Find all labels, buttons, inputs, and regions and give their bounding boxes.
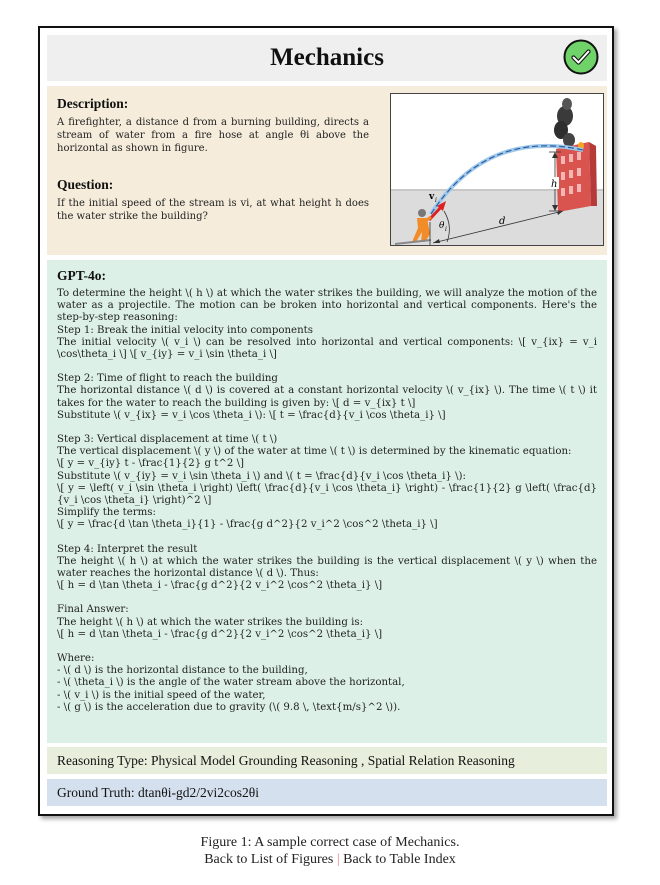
response-line: The horizontal distance \( d \) is covered at a constant horizontal velocity \( v_{ix} \). The time \( t \) it takes for the water to reach the building is given by: \[ d = v_{ix} t \] [57,385,597,409]
model-response-panel [47,260,607,743]
check-circle-icon [563,39,599,75]
response-line: To determine the height \( h \) at which the water strikes the building, we will analyze the motion of the water as a projectile. The motion can be broken into horizontal and vertical components. Here's the step-by-step reasoning: [57,288,597,324]
problem-figure [390,93,604,246]
question-heading: Question: [57,177,114,192]
link-separator: | [336,852,340,867]
response-line: Substitute \( v_{iy} = v_i \sin \theta_i \) and \( t = \frac{d}{v_i \cos \theta_i} \): [57,470,466,482]
caption-text: Figure 1: A sample correct case of Mechanics. [200,835,460,850]
response-line: \[ y = v_{iy} t - \frac{1}{2} g t^2 \] [57,458,244,470]
problem-panel [47,86,607,255]
case-card [38,26,614,816]
response-line: - \( g \) is the acceleration due to gravity (\( 9.8 \, \text{m/s}^2 \)). [57,701,401,713]
response-line: The initial velocity \( v_i \) can be resolved into horizontal and vertical components: \[ v_{ix} = v_i \cos\theta_i \] \[ v_{iy} = v_i \sin \theta_i \] [57,336,597,361]
ground-truth-text: Ground Truth: dtanθi-gd2/2vi2cos2θi [57,785,259,800]
description-heading: Description: [57,96,129,111]
response-line: Simplify the terms: [57,507,156,519]
back-to-tables-link[interactable]: Back to Table Index [343,852,456,867]
header-bar [47,35,607,81]
building-icon [556,142,597,212]
angle-label: θ [439,221,445,231]
figure-caption [0,834,660,868]
response-line: Step 4: Interpret the result [57,543,198,555]
ground-truth-bar [47,779,607,806]
svg-text:i: i [435,197,437,204]
response-line: Step 1: Break the initial velocity into components [57,324,313,336]
height-label: h [551,179,558,190]
response-line: Step 2: Time of flight to reach the building [57,373,278,385]
response-line: \[ y = \frac{d \tan \theta_i}{1} - \frac{g d^2}{2 v_i^2 \cos^2 \theta_i} \] [57,519,438,531]
reasoning-type-text: Reasoning Type: Physical Model Grounding Reasoning , Spatial Relation Reasoning [57,753,515,768]
back-to-figures-link[interactable]: Back to List of Figures [204,852,334,867]
distance-label: d [499,216,506,227]
svg-text:i: i [445,226,447,233]
response-line: The height \( h \) at which the water strikes the building is the vertical displacement \( y \) when the water reaches the horizontal distance \( d \). Thus: [57,555,597,580]
response-text [57,288,597,714]
velocity-label: v [429,192,435,202]
response-line: Substitute \( v_{ix} = v_i \cos \theta_i \): \[ t = \frac{d}{v_i \cos \theta_i} \] [57,409,446,421]
response-line: - \( v_i \) is the initial speed of the water, [57,689,266,701]
response-line: The height \( h \) at which the water strikes the building is: [57,616,364,628]
response-line: \[ h = d \tan \theta_i - \frac{g d^2}{2 v_i^2 \cos^2 \theta_i} \] [57,580,383,592]
response-line: \[ h = d \tan \theta_i - \frac{g d^2}{2 v_i^2 \cos^2 \theta_i} \] [57,628,383,640]
response-line: The vertical displacement \( y \) of the water at time \( t \) is determined by the kinematic equation: [57,446,572,458]
firefighter-diagram [391,94,603,245]
question-text: If the initial speed of the stream is vi, at what height h does the water strike the building? [57,198,369,222]
response-line: - \( d \) is the horizontal distance to the building, [57,665,308,677]
response-line: - \( \theta_i \) is the angle of the water stream above the horizontal, [57,677,405,689]
response-line: Final Answer: [57,604,129,616]
response-line: \[ y = \left( v_i \sin \theta_i \right) \left( \frac{d}{v_i \cos \theta_i} \right) - \frac{1}{2} g \left( \frac{d}{v_i \cos \theta_i} \right)^2 \] [57,482,597,507]
response-line: Step 3: Vertical displacement at time \( t \) [57,434,278,446]
page-title: Mechanics [270,44,384,71]
reasoning-type-bar [47,747,607,774]
model-name: GPT-4o: [57,268,107,283]
response-line: Where: [57,653,95,665]
description-text: A firefighter, a distance d from a burning building, directs a stream of water from a fire hose at angle θi above the horizontal as shown in figure. [57,117,369,154]
